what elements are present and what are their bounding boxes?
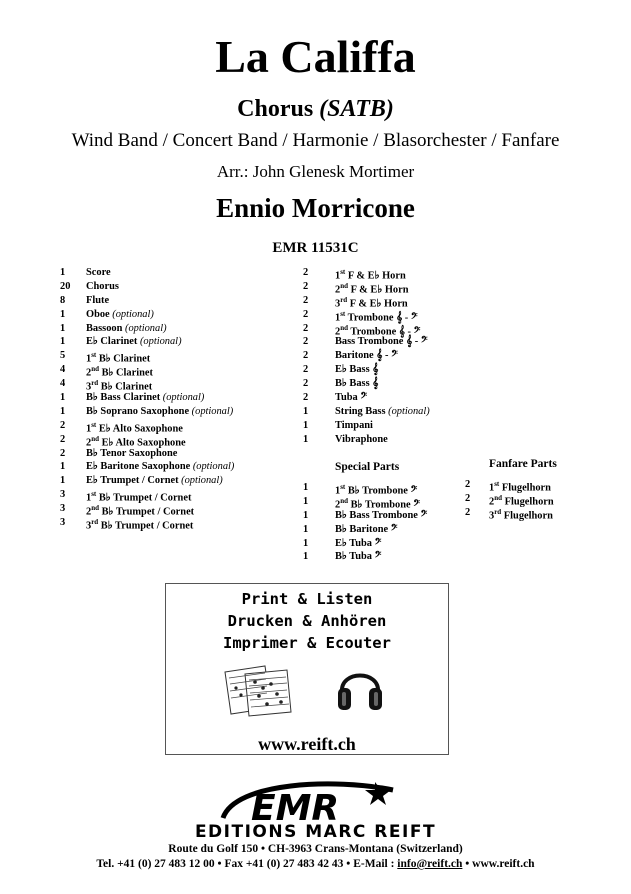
- part-quantity: 3: [60, 489, 66, 501]
- special-parts-heading: Special Parts: [335, 461, 400, 473]
- part-name: 2nd E♭ Alto Saxophone: [86, 434, 186, 449]
- part-quantity: 1: [60, 267, 66, 278]
- part-name: B♭ Soprano Saxophone (optional): [86, 405, 234, 417]
- part-quantity: 1: [60, 405, 66, 417]
- part-quantity: 1: [303, 509, 309, 521]
- part-name: B♭ Tenor Saxophone: [86, 447, 178, 459]
- subtitle-main: Chorus: [237, 96, 320, 122]
- part-quantity: 2: [60, 419, 66, 431]
- fanfare-parts-heading: Fanfare Parts: [489, 458, 557, 470]
- part-name: B♭ Baritone 𝄢: [335, 523, 398, 535]
- part-name: Bassoon (optional): [86, 322, 167, 334]
- part-quantity: 1: [303, 495, 309, 507]
- part-name: 1st Trombone 𝄞 - 𝄢: [335, 309, 418, 324]
- part-name: Vibraphone: [335, 433, 388, 445]
- part-name: 1st B♭ Clarinet: [86, 351, 151, 365]
- part-quantity: 4: [60, 378, 66, 390]
- part-name: 3rd B♭ Trumpet / Cornet: [86, 518, 194, 532]
- part-quantity: 3: [60, 503, 66, 515]
- part-name: E♭ Bass 𝄞: [335, 364, 379, 376]
- publisher-address: Route du Golf 150 • CH-3963 Crans-Montana (Switzerland): [168, 843, 463, 855]
- part-quantity: 1: [60, 392, 66, 404]
- part-name: B♭ Bass 𝄞: [335, 378, 379, 390]
- part-quantity: 2: [465, 479, 471, 490]
- part-name: 2nd Flugelhorn: [489, 493, 554, 508]
- part-name: 2nd F & E♭ Horn: [335, 281, 409, 296]
- part-name: Chorus: [86, 280, 119, 292]
- part-quantity: 1: [60, 461, 66, 473]
- optional-note: (optional): [112, 308, 154, 320]
- part-quantity: 2: [465, 492, 471, 504]
- part-quantity: 1: [60, 308, 66, 320]
- part-quantity: 2: [60, 433, 66, 445]
- part-name: E♭ Baritone Saxophone (optional): [86, 461, 235, 473]
- part-quantity: 1: [303, 482, 309, 493]
- part-quantity: 1: [303, 537, 309, 549]
- catalog-code: EMR 11531C: [272, 240, 359, 256]
- part-name: 1st E♭ Alto Saxophone: [86, 420, 183, 435]
- part-name: String Bass (optional): [335, 405, 430, 417]
- print-listen-box[interactable]: [165, 583, 449, 755]
- part-name: B♭ Tuba 𝄢: [335, 551, 382, 563]
- part-quantity: 2: [303, 364, 309, 376]
- part-name: Score: [86, 267, 111, 278]
- part-quantity: 1: [303, 551, 309, 563]
- part-name: 3rd Flugelhorn: [489, 507, 553, 522]
- part-quantity: 2: [303, 322, 309, 334]
- part-quantity: 2: [303, 378, 309, 390]
- part-name: Timpani: [335, 419, 373, 431]
- publisher-name: EDITIONS MARC REIFT: [194, 822, 437, 842]
- part-name: E♭ Clarinet (optional): [86, 336, 182, 348]
- part-name: 2nd Trombone 𝄞 - 𝄢: [335, 323, 421, 338]
- part-name: 1st B♭ Trumpet / Cornet: [86, 490, 192, 504]
- part-name: B♭ Bass Clarinet (optional): [86, 392, 205, 404]
- optional-note: (optional): [124, 322, 167, 334]
- page-title: La Califfa: [215, 31, 416, 82]
- contact-phone-fax: Tel. +41 (0) 27 483 12 00 • Fax +41 (0) 27 483 42 43 • E-Mail :: [96, 858, 398, 870]
- part-name: B♭ Bass Trombone 𝄢: [335, 509, 428, 521]
- part-quantity: 2: [60, 447, 66, 459]
- part-name: Bass Trombone 𝄞 - 𝄢: [335, 336, 428, 348]
- part-quantity: 2: [303, 350, 309, 362]
- part-quantity: 4: [60, 364, 66, 376]
- part-quantity: 1: [303, 523, 309, 535]
- part-name: 2nd B♭ Clarinet: [86, 365, 153, 379]
- publisher-contact: [0, 858, 631, 870]
- headphones-icon: [336, 660, 384, 716]
- subtitle: [0, 96, 631, 123]
- part-name: Oboe (optional): [86, 308, 154, 320]
- part-name: E♭ Tuba 𝄢: [335, 537, 382, 549]
- part-quantity: 1: [60, 336, 66, 348]
- part-name: Tuba 𝄢: [335, 392, 368, 404]
- part-quantity: 2: [303, 392, 309, 404]
- promo-url[interactable]: www.reift.ch: [258, 734, 356, 754]
- part-name: 1st B♭ Trombone 𝄢: [335, 483, 418, 497]
- part-quantity: 2: [303, 267, 309, 278]
- part-name: 3rd B♭ Clarinet: [86, 379, 153, 393]
- optional-note: (optional): [162, 392, 205, 404]
- optional-note: (optional): [191, 405, 234, 417]
- subtitle-voicing: (SATB): [319, 96, 394, 122]
- promo-line-german: Drucken & Anhören: [227, 612, 387, 630]
- part-name: Flute: [86, 294, 110, 306]
- contact-email-link[interactable]: info@reift.ch: [397, 858, 463, 870]
- part-name: E♭ Trumpet / Cornet (optional): [86, 475, 223, 487]
- logo-text: EMR: [251, 788, 340, 826]
- part-quantity: 5: [60, 350, 66, 362]
- part-quantity: 2: [303, 336, 309, 348]
- contact-website: • www.reift.ch: [462, 858, 535, 870]
- part-quantity: 2: [465, 506, 471, 518]
- part-quantity: 3: [60, 517, 66, 529]
- sheet-music-icon: [221, 664, 297, 718]
- optional-note: (optional): [139, 336, 182, 348]
- part-quantity: 2: [303, 294, 309, 306]
- part-name: 2nd B♭ Trombone 𝄢: [335, 496, 420, 511]
- optional-note: (optional): [192, 461, 235, 473]
- promo-line-french: Imprimer & Ecouter: [223, 634, 391, 652]
- part-quantity: 1: [60, 475, 66, 487]
- part-quantity: 20: [60, 280, 71, 292]
- part-name: Baritone 𝄞 - 𝄢: [335, 350, 398, 362]
- composer: Ennio Morricone: [216, 193, 415, 223]
- part-name: 1st Flugelhorn: [489, 480, 551, 494]
- emr-logo: [215, 778, 415, 826]
- part-name: 3rd F & E♭ Horn: [335, 295, 408, 310]
- part-quantity: 1: [303, 405, 309, 417]
- part-name: 2nd B♭ Trumpet / Cornet: [86, 504, 195, 518]
- part-quantity: 2: [303, 308, 309, 320]
- part-quantity: 1: [60, 322, 66, 334]
- part-name: 1st F & E♭ Horn: [335, 268, 406, 282]
- optional-note: (optional): [388, 405, 430, 417]
- arranger: Arr.: John Glenesk Mortimer: [216, 162, 415, 181]
- promo-line-english: Print & Listen: [241, 590, 373, 608]
- part-quantity: 2: [303, 280, 309, 292]
- optional-note: (optional): [181, 475, 223, 487]
- part-quantity: 1: [303, 419, 309, 431]
- part-quantity: 8: [60, 294, 66, 306]
- instrumentation: Wind Band / Concert Band / Harmonie / Blasorchester / Fanfare: [71, 130, 560, 151]
- part-quantity: 1: [303, 433, 309, 445]
